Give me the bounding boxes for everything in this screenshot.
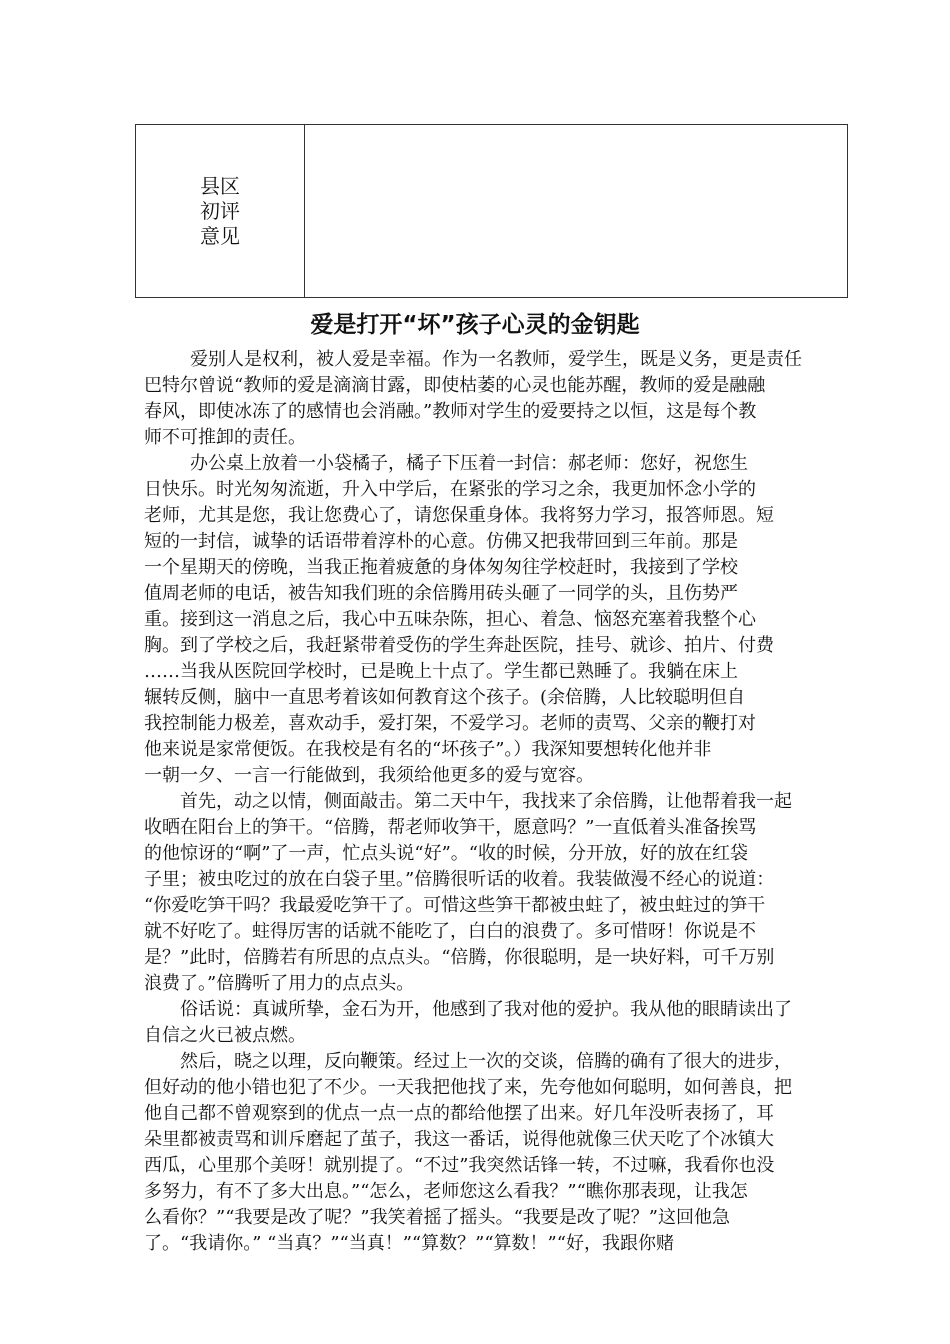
body-line: 日快乐。时光匆匆流逝，升入中学后，在紧张的学习之余，我更加怀念小学的 [144,479,756,500]
body-line: 是？”此时，倍腾若有所思的点点头。“倍腾，你很聪明，是一块好料，可千万别 [144,947,775,968]
body-line: 老师，尤其是您，我让您费心了，请您保重身体。我将努力学习，报答师恩。短 [144,505,774,526]
review-label-cell [136,125,305,298]
review-label-line: 初评 [200,198,240,223]
body-line: 子里；被虫吃过的放在白袋子里。”倍腾很听话的收着。我装做漫不经心的说道： [144,869,775,890]
body-line: 一朝一夕、一言一行能做到，我须给他更多的爱与宽容。 [144,765,594,786]
body-line: 重。接到这一消息之后，我心中五味杂陈，担心、着急、恼怒充塞着我整个心 [144,609,756,630]
body-line: 值周老师的电话，被告知我们班的余倍腾用砖头砸了一同学的头，且伤势严 [144,583,738,604]
review-table [135,124,848,298]
body-line: 一个星期天的傍晚，当我正拖着疲惫的身体匆匆往学校赶时，我接到了学校 [144,557,738,578]
body-line: 他自己都不曾观察到的优点一点一点的都给他摆了出来。好几年没听表扬了，耳 [144,1103,774,1124]
body-line: 多努力，有不了多大出息。”“怎么，老师您这么看我？”“瞧你那表现，让我怎 [144,1181,748,1202]
body-line: 浪费了。”倍腾听了用力的点点头。 [144,973,415,994]
review-label-line: 县区 [200,173,240,198]
body-line: 巴特尔曾说“教师的爱是滴滴甘露，即使枯萎的心灵也能苏醒，教师的爱是融融 [144,375,766,396]
body-line: 的他惊讶的“啊”了一声，忙点头说“好”。“收的时候，分开放，好的放在红袋 [144,843,749,864]
body-line: 爱别人是权利，被人爱是幸福。作为一名教师，爱学生，既是义务，更是责任 [190,349,802,370]
body-line: 就不好吃了。蛀得厉害的话就不能吃了，白白的浪费了。多可惜呀！你说是不 [144,921,756,942]
body-line: “你爱吃笋干吗？我最爱吃笋干了。可惜这些笋干都被虫蛀了，被虫蛀过的笋干 [144,895,766,916]
body-line: 自信之火已被点燃。 [144,1025,306,1046]
body-line: 胸。到了学校之后，我赶紧带着受伤的学生奔赴医院，挂号、就诊、拍片、付费 [144,635,774,656]
body-line: 他来说是家常便饭。在我校是有名的“坏孩子”。）我深知要想转化他并非 [144,739,712,760]
body-line: 收晒在阳台上的笋干。“倍腾，帮老师收笋干，愿意吗？”一直低着头准备挨骂 [144,817,757,838]
body-line: 然后，晓之以理，反向鞭策。经过上一次的交谈，倍腾的确有了很大的进步， [180,1051,792,1072]
body-line: 但好动的他小错也犯了不少。一天我把他找了来，先夸他如何聪明，如何善良，把 [144,1077,792,1098]
body-line: 春风，即使冰冻了的感情也会消融。”教师对学生的爱要持之以恒，这是每个教 [144,401,757,422]
body-line: 首先，动之以情，侧面敲击。第二天中午，我找来了余倍腾，让他帮着我一起 [180,791,792,812]
review-content-cell [305,125,848,298]
body-line: ……当我从医院回学校时，已是晚上十点了。学生都已熟睡了。我躺在床上 [144,661,738,682]
body-line: 短的一封信，诚挚的话语带着淳朴的心意。仿佛又把我带回到三年前。那是 [144,531,738,552]
body-line: 朵里都被责骂和训斥磨起了茧子，我这一番话，说得他就像三伏天吃了个冰镇大 [144,1129,774,1150]
body-line: 辗转反侧，脑中一直思考着该如何教育这个孩子。(余倍腾，人比较聪明但自 [144,687,746,708]
article-title: 爱是打开“坏”孩子心灵的金钥匙 [310,312,640,338]
body-line: 我控制能力极差，喜欢动手，爱打架，不爱学习。老师的责骂、父亲的鞭打对 [144,713,756,734]
body-line: 办公桌上放着一小袋橘子，橘子下压着一封信：郝老师：您好，祝您生 [190,453,748,474]
body-line: 了。“我请你。” “当真？”“当真！”“算数？”“算数！”“好，我跟你赌 [144,1233,674,1254]
body-line: 么看你？”“我要是改了呢？”我笑着摇了摇头。“我要是改了呢？”这回他急 [144,1207,731,1228]
body-line: 师不可推卸的责任。 [144,427,306,448]
body-line: 俗话说：真诚所挚，金石为开，他感到了我对他的爱护。我从他的眼睛读出了 [180,999,792,1020]
body-line: 西瓜，心里那个美呀！就别提了。“不过”我突然话锋一转，不过嘛，我看你也没 [144,1155,775,1176]
review-label-line: 意见 [200,223,240,248]
